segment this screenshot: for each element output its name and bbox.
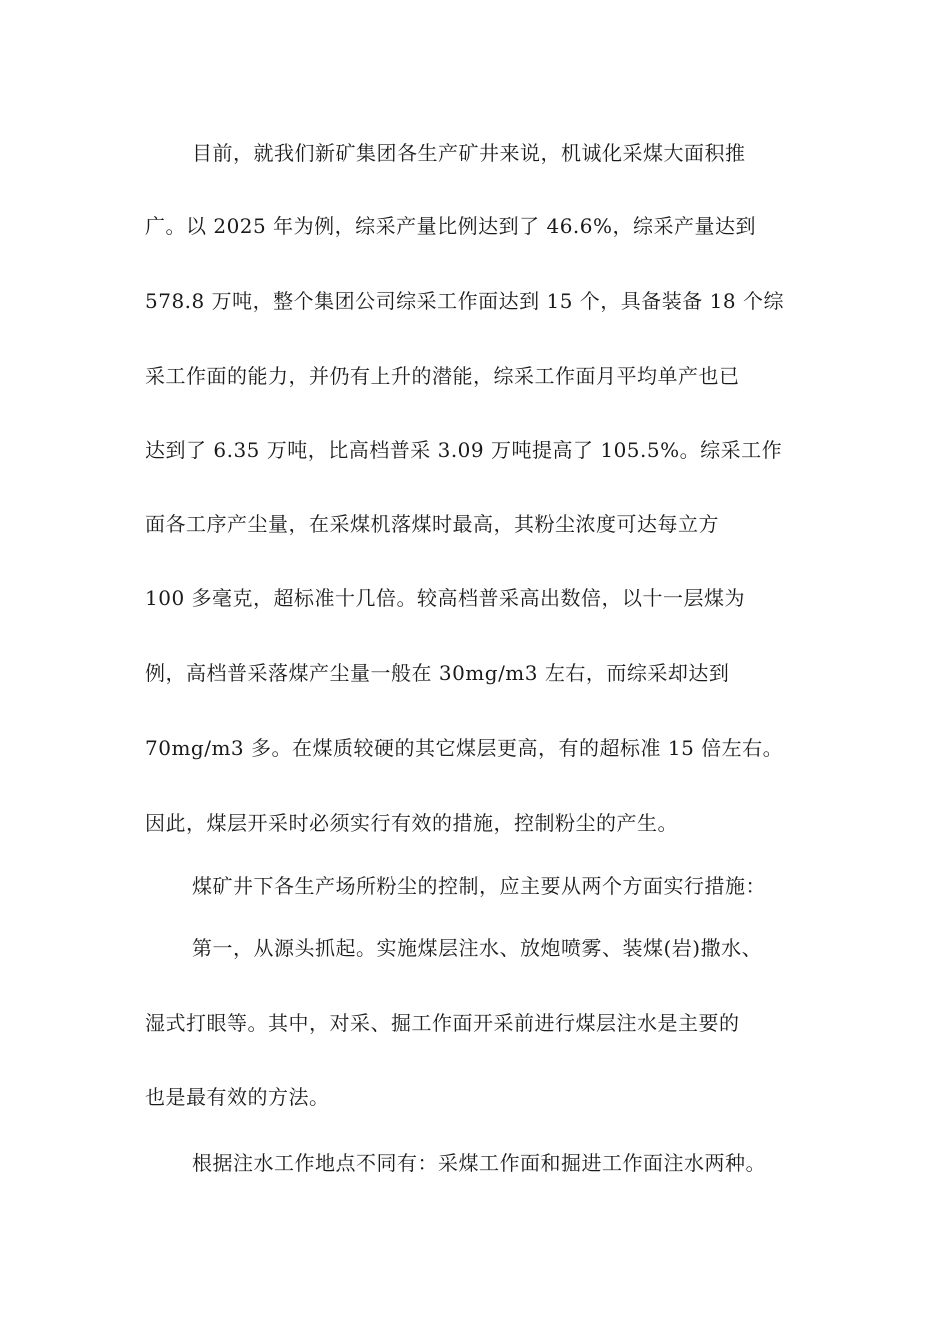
text-line: 70mg/m3 多。在煤质较硬的其它煤层更高，有的超标准 15 倍左右。 [145,736,784,760]
text-line: 煤矿井下各生产场所粉尘的控制，应主要从两个方面实行措施： [192,874,766,898]
text-line: 例，高档普采落煤产尘量一般在 30mg/m3 左右，而综采却达到 [145,661,730,685]
text-line: 100 多毫克，超标准十几倍。较高档普采高出数倍，以十一层煤为 [145,586,746,610]
text-line: 第一，从源头抓起。实施煤层注水、放炮喷雾、装煤(岩)撒水、 [192,936,763,960]
text-line: 面各工序产尘量，在采煤机落煤时最高，其粉尘浓度可达每立方 [145,512,719,536]
text-line: 因此，煤层开采时必须实行有效的措施，控制粉尘的产生。 [145,811,678,835]
text-line: 578.8 万吨，整个集团公司综采工作面达到 15 个，具备装备 18 个综 [145,289,784,313]
text-line: 达到了 6.35 万吨，比高档普采 3.09 万吨提高了 105.5%。综采工作 [145,438,783,462]
text-line: 采工作面的能力，并仍有上升的潜能，综采工作面月平均单产也已 [145,364,740,388]
text-line: 根据注水工作地点不同有：采煤工作面和掘进工作面注水两种。 [192,1151,766,1175]
text-line: 也是最有效的方法。 [145,1085,330,1109]
text-line: 湿式打眼等。其中，对采、掘工作面开采前进行煤层注水是主要的 [145,1011,740,1035]
text-line: 广。以 2025 年为例，综采产量比例达到了 46.6%，综采产量达到 [145,214,757,238]
text-line: 目前，就我们新矿集团各生产矿井来说，机诚化采煤大面积推 [192,141,746,165]
